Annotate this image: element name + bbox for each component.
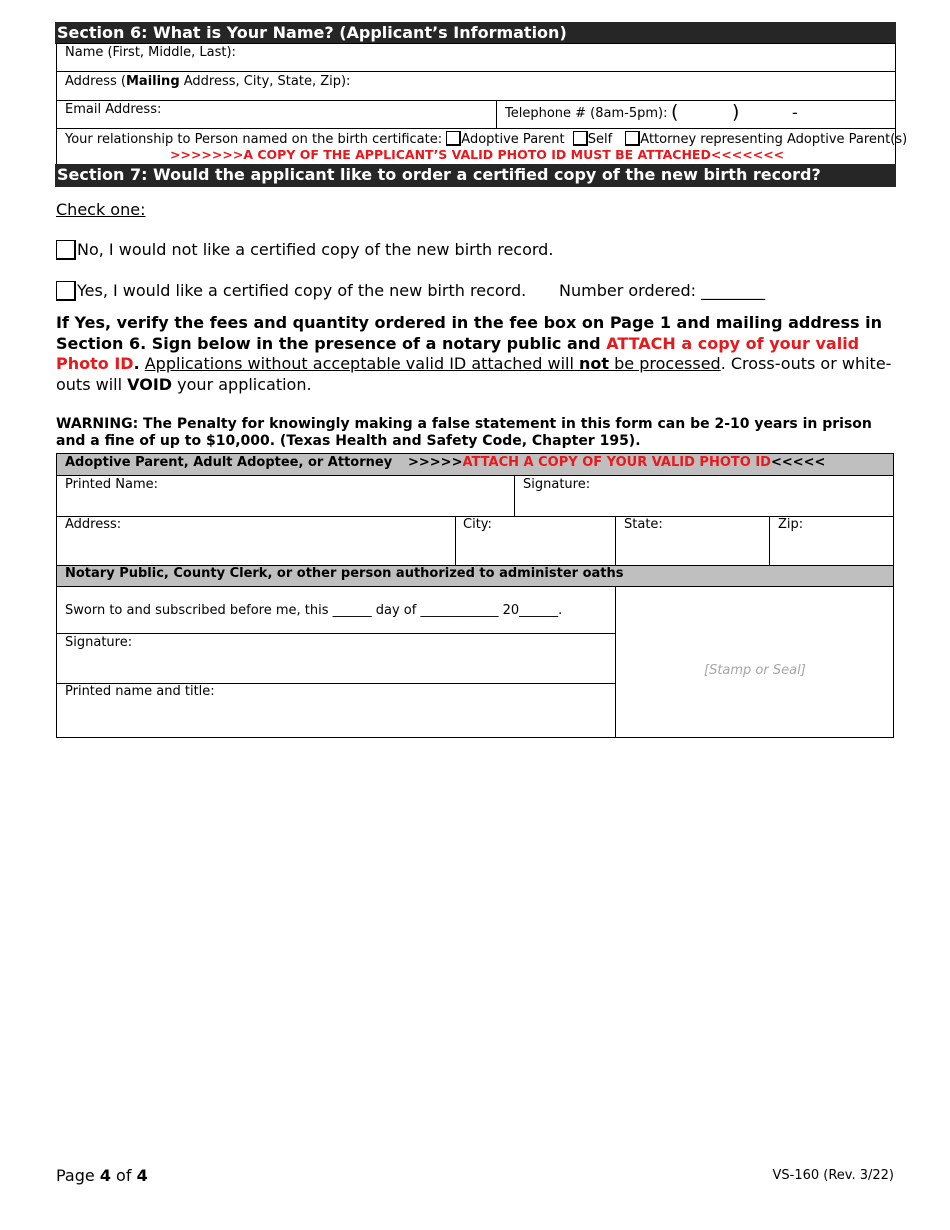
instr-dot: . (133, 354, 140, 373)
instr-bold: If Yes, verify the fees and quantity ordered in the fee box on Page 1 and mailing address in Section 6. Sign below in the presence of a notary public and (56, 313, 883, 353)
zip-field[interactable] (769, 516, 894, 566)
check-one-label: Check one: (56, 200, 146, 219)
page-total: 4 (136, 1166, 148, 1185)
notice-text: A COPY OF THE APPLICANT’S VALID PHOTO ID MUST BE ATTACHED (243, 147, 711, 162)
instr-u2: be processed (609, 354, 721, 373)
notary-header-label: Notary Public, County Clerk, or other person authorized to administer oaths (65, 566, 624, 581)
page-num: 4 (99, 1166, 111, 1185)
instr-red: ATTACH a copy of your valid Photo ID (56, 333, 860, 373)
state-label: State: (624, 517, 663, 532)
option-no-checkbox[interactable] (56, 240, 76, 260)
address-sig-field[interactable] (56, 516, 456, 566)
header-arrows-left: >>>>> (408, 455, 463, 470)
address-sig-label: Address: (65, 517, 122, 532)
email-field[interactable] (56, 100, 497, 129)
email-label: Email Address: (65, 102, 162, 117)
adoptive-parent-checkbox[interactable] (446, 131, 461, 146)
section7-header: Section 7: Would the applicant like to order a certified copy of the new birth record? (55, 164, 896, 187)
option-no-label: No, I would not like a certified copy of the new birth record. (77, 240, 554, 259)
form-id: VS-160 (Rev. 3/22) (772, 1168, 894, 1183)
option-adoptive-parent: Adoptive Parent (461, 132, 565, 147)
instr-not: not (579, 354, 610, 373)
section6-header: Section 6: What is Your Name? (Applicant’s Information) (55, 22, 896, 44)
notary-divider-1 (57, 633, 615, 634)
instr-void: VOID (127, 374, 173, 394)
address-label-bold: Mailing (125, 74, 180, 89)
instr-end: your application. (172, 374, 312, 394)
stamp-placeholder: [Stamp or Seal] (704, 663, 806, 678)
page-word: Page (56, 1166, 100, 1185)
option-self: Self (587, 132, 613, 147)
option-attorney: Attorney representing Adoptive Parent(s) (640, 132, 908, 147)
address-field[interactable] (56, 71, 896, 101)
signature-label: Signature: (523, 477, 591, 492)
notice-arrows-left: >>>>>>> (170, 147, 244, 162)
attorney-checkbox[interactable] (625, 131, 640, 146)
self-checkbox[interactable] (573, 131, 588, 146)
penalty-warning: WARNING: The Penalty for knowingly making a false statement in this form can be 2-10 years in prison and a fine of up to $10,000. (Texas Health and Safety Code, Chapter 195). (56, 416, 872, 449)
option-yes-checkbox[interactable] (56, 281, 76, 301)
state-field[interactable] (615, 516, 770, 566)
zip-label: Zip: (778, 517, 804, 532)
of-word: of (110, 1166, 137, 1185)
notary-signature-field[interactable]: Signature: (65, 635, 133, 650)
option-yes-label: Yes, I would like a certified copy of the new birth record. (77, 281, 527, 300)
page-number (56, 1166, 148, 1185)
telephone-label: Telephone # (8am-5pm): (505, 106, 668, 121)
notary-left-block (56, 586, 616, 738)
tel-paren-close: ) (732, 101, 740, 123)
applicant-header-notice (408, 455, 825, 470)
instructions-paragraph (56, 313, 896, 395)
printed-name-label: Printed Name: (65, 477, 159, 492)
city-label: City: (463, 517, 492, 532)
instr-u1: Applications without acceptable valid ID attached will (144, 354, 580, 373)
telephone-field[interactable] (496, 100, 896, 129)
applicant-header-label: Adoptive Parent, Adult Adoptee, or Attorney (65, 455, 393, 470)
notice-arrows-right: <<<<<<< (710, 147, 785, 162)
printed-name-field[interactable] (56, 475, 515, 517)
stamp-area (615, 586, 894, 738)
signature-field[interactable] (514, 475, 894, 517)
relationship-row (56, 128, 908, 165)
name-label: Name (First, Middle, Last): (65, 45, 236, 60)
header-red-text: ATTACH A COPY OF YOUR VALID PHOTO ID (462, 455, 771, 470)
header-arrows-right: <<<<< (770, 455, 826, 470)
notary-header (56, 565, 894, 587)
name-field[interactable] (56, 43, 896, 72)
sworn-statement[interactable]: Sworn to and subscribed before me, this ______ day of ____________ 20______. (65, 603, 563, 618)
photo-id-notice (170, 147, 784, 162)
city-field[interactable] (455, 516, 616, 566)
address-label-pre: Address ( (65, 74, 126, 89)
tel-paren-open: ( (671, 101, 679, 123)
tel-dash: - (792, 103, 798, 122)
number-ordered-field[interactable]: Number ordered: ________ (559, 281, 766, 300)
printed-name-title-field[interactable]: Printed name and title: (65, 684, 215, 699)
relationship-label: Your relationship to Person named on the birth certificate: (65, 132, 443, 147)
instr-mid: . Cross-outs or white-outs will (56, 354, 892, 394)
applicant-signature-header (56, 453, 894, 476)
address-label-post: Address, City, State, Zip): (179, 74, 351, 89)
